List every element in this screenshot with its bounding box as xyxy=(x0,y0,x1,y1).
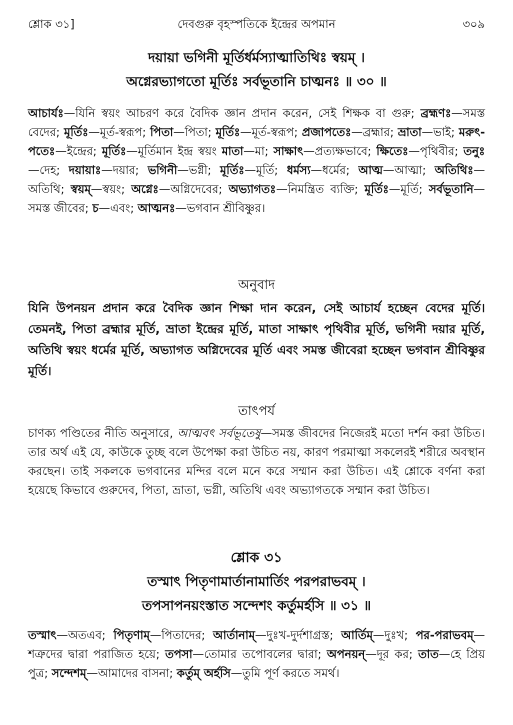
synonym-word: অপনয়ন্ xyxy=(326,647,366,661)
synonym-meaning: —স্বয়ং; xyxy=(90,182,132,196)
header-chapter-title: দেবগুরু বৃহস্পতিকে ইন্দ্রের অপমান xyxy=(177,17,336,31)
synonym-word: মূর্তিঃ xyxy=(215,125,241,139)
synonym-meaning: —মা; xyxy=(243,144,274,158)
synonym-word: সাক্ষাৎ xyxy=(273,144,304,158)
synonym-meaning: —দূর কর; xyxy=(365,647,419,661)
verse-30 xyxy=(28,46,485,94)
synonym-word: তনুঃ xyxy=(463,144,485,158)
synonym-meaning: —মূর্তিমান ইন্দ্র স্বয়ং xyxy=(126,144,222,158)
synonym-meaning: —মূর্তি; xyxy=(244,163,287,177)
purport-quote: আত্মবৎ সর্বভূতেষু xyxy=(177,426,261,440)
verse-31-line-2: তপসাপনয়ংস্তাত সন্দেশং কর্তুমর্হসি ॥ ৩১ ॥ xyxy=(141,598,372,614)
synonym-word: ধর্মস্য xyxy=(286,163,311,177)
synonym-word: প্রজাপতেঃ xyxy=(301,125,352,139)
synonym-meaning: —পৃথিবীর; xyxy=(408,144,464,158)
synonym-word: মাতা xyxy=(221,144,244,158)
verse-30-line-2: অগ্নেরভ্যাগতো মূর্তিঃ সর্বভূতানি চাত্মনঃ ॥ ৩০ ॥ xyxy=(126,74,387,90)
synonym-word: পিতৃণাম্ xyxy=(113,628,150,642)
synonym-meaning: —এবং; xyxy=(98,201,138,215)
purport-text-rest: —সমস্ত জীবদের নিজেরই মতো দর্শন করা উচিত। তার অর্থ এই যে, কাউকে তুচ্ছ বলে উপেক্ষা করা উচিত নয়, কারণ পরমাত্মা সকলেরই শরীরে অবস্থান করছেন। তাই সকলকে ভগবানের মন্দির বলে মনে করে সম্মান করা উচিত। এই শ্লোকে বর্ণনা করা হয়েছে কিভাবে গুরুদেব, পিতা, ভ্রাতা, ভগ্নী, অতিথি এবং অভ্যাগতকে সম্মান করা উচিত। xyxy=(28,426,485,497)
synonym-meaning: —মূর্ত-স্বরূপ; xyxy=(88,125,151,139)
synonym-word: ব্রহ্মণঃ xyxy=(420,106,452,120)
synonym-meaning: —সমস্ত জীবের; xyxy=(28,182,485,215)
synonym-meaning: —দুঃখ-দুর্দশাগ্রস্ত; xyxy=(255,628,342,642)
translation-heading: অনুবাদ xyxy=(238,278,275,293)
synonym-meaning: —শত্রুদের দ্বারা পরাজিত হয়ে; xyxy=(28,628,485,661)
synonym-meaning: —পিতা; xyxy=(173,125,216,139)
synonym-word: অভ্যাগতঃ xyxy=(228,182,277,196)
purport-heading: তাৎপর্য xyxy=(238,404,275,419)
synonym-word: মূর্তিঃ xyxy=(220,163,245,177)
synonym-meaning: —সমস্ত বেদের; xyxy=(28,106,485,139)
translation-30: যিনি উপনয়ন প্রদান করে বৈদিক জ্ঞান শিক্ষা দান করেন, সেই আচার্য হচ্ছেন বেদের মূর্তি। তেমনই, পিতা ব্রহ্মার মূর্তি, ভ্রাতা ইন্দ্রের মূর্তি, মাতা সাক্ষাৎ পৃথিবীর মূর্তি, ভগিনী দয়ার মূর্তি, অতিথি স্বয়ং ধর্মের মূর্তি, অভ্যাগত অগ্নিদেবের মূর্তি এবং সমস্ত জীবেরা হচ্ছেন ভগবান শ্রীবিষ্ণুর মূর্তি। xyxy=(28,301,485,378)
synonym-word: তপসা xyxy=(165,647,193,661)
verse-31-line-1: তস্মাৎ পিতৃণামার্তানামার্তিং পরপরাভবম্ । xyxy=(147,574,366,590)
header-page-number: ৩০৯ xyxy=(462,17,485,31)
synonym-word: আচার্যঃ xyxy=(28,106,64,120)
verse-30-line-1: দয়ায়া ভগিনী মূর্তির্ধর্মস্যাত্মাতিথিঃ স্বয়ম্ । xyxy=(148,50,365,66)
synonym-meaning: —অতএব; xyxy=(56,628,114,642)
verse-31-heading: শ্লোক ৩১ xyxy=(230,550,283,566)
running-header xyxy=(28,12,485,36)
synonym-meaning: —পিতাদের; xyxy=(149,628,214,642)
synonym-meaning: —ধর্মের; xyxy=(310,163,359,177)
header-verse-ref: শ্লোক ৩১] xyxy=(28,17,75,31)
synonym-meaning: —অতিথি; xyxy=(28,163,485,196)
synonym-meaning: —মূর্তি; xyxy=(388,182,429,196)
synonym-meaning: —ভগবান শ্রীবিষ্ণুর। xyxy=(175,201,266,215)
synonym-word: ভগিনী xyxy=(147,163,178,177)
synonym-meaning: —ব্রহ্মার; xyxy=(351,125,398,139)
synonym-word: ক্ষিতেঃ xyxy=(376,144,409,158)
synonym-word: মূর্তিঃ xyxy=(63,125,89,139)
synonym-meaning: —আমাদের বাসনা; xyxy=(86,666,177,680)
synonym-meaning: —ভাই; xyxy=(421,125,459,139)
synonyms-30 xyxy=(28,104,485,218)
synonym-meaning: —ইন্দ্রের; xyxy=(55,144,102,158)
synonym-word: স্বয়ম্ xyxy=(70,182,91,196)
verse-31 xyxy=(28,570,485,618)
synonym-meaning: —হে প্রিয় পুত্র; xyxy=(28,647,485,680)
synonym-meaning: —আত্মা; xyxy=(382,163,435,177)
synonym-word: অগ্নেঃ xyxy=(131,182,159,196)
synonym-meaning: —তুমি পূর্ণ করতে সমর্থ। xyxy=(230,666,340,680)
synonym-word: সর্বভূতানি xyxy=(428,182,474,196)
synonym-word: আত্মনঃ xyxy=(137,201,176,215)
synonym-meaning: —যিনি স্বয়ং আচরণ করে বৈদিক জ্ঞান প্রদান করেন, সেই শিক্ষক বা গুরু; xyxy=(63,106,421,120)
synonym-word: মূর্তিঃ xyxy=(364,182,389,196)
synonym-meaning: —দয়ার; xyxy=(101,163,148,177)
synonym-word: আর্তিম্ xyxy=(341,628,373,642)
synonym-word: ভ্রাতা xyxy=(397,125,422,139)
synonym-meaning: —নিমন্ত্রিত ব্যক্তি; xyxy=(276,182,365,196)
purport-text-start: চাণক্য পণ্ডিতের নীতি অনুসারে, xyxy=(28,426,178,440)
synonym-word: মূর্তিঃ xyxy=(101,144,127,158)
synonym-meaning: —দুঃখ; xyxy=(372,628,416,642)
synonym-word: কর্তুম্ অর্হসি xyxy=(176,666,231,680)
synonym-word: পর-পরাভবম্ xyxy=(415,628,474,642)
synonym-word: তস্মাৎ xyxy=(28,628,57,642)
synonym-word: মরুৎ-পতেঃ xyxy=(28,125,486,158)
synonym-word: সন্দেশম্ xyxy=(51,666,87,680)
synonym-word: আর্তানাম্ xyxy=(213,628,256,642)
purport-30 xyxy=(28,424,485,500)
synonym-word: তাত xyxy=(418,647,439,661)
synonym-word: চ xyxy=(92,201,99,215)
synonym-meaning: —মূর্ত-স্বরূপ; xyxy=(240,125,302,139)
synonym-meaning: —তোমার তপোবলের দ্বারা; xyxy=(192,647,327,661)
synonym-word: দয়ায়াঃ xyxy=(68,163,102,177)
synonym-word: পিতা xyxy=(150,125,174,139)
synonym-meaning: —দেহ; xyxy=(28,163,69,177)
synonym-meaning: —অগ্নিদেবের; xyxy=(158,182,229,196)
synonym-word: আত্ম xyxy=(358,163,383,177)
synonym-meaning: —প্রত্যক্ষভাবে; xyxy=(303,144,377,158)
synonyms-31 xyxy=(28,626,485,683)
synonym-meaning: —ভগ্নী; xyxy=(177,163,221,177)
synonym-word: অতিথিঃ xyxy=(434,163,474,177)
